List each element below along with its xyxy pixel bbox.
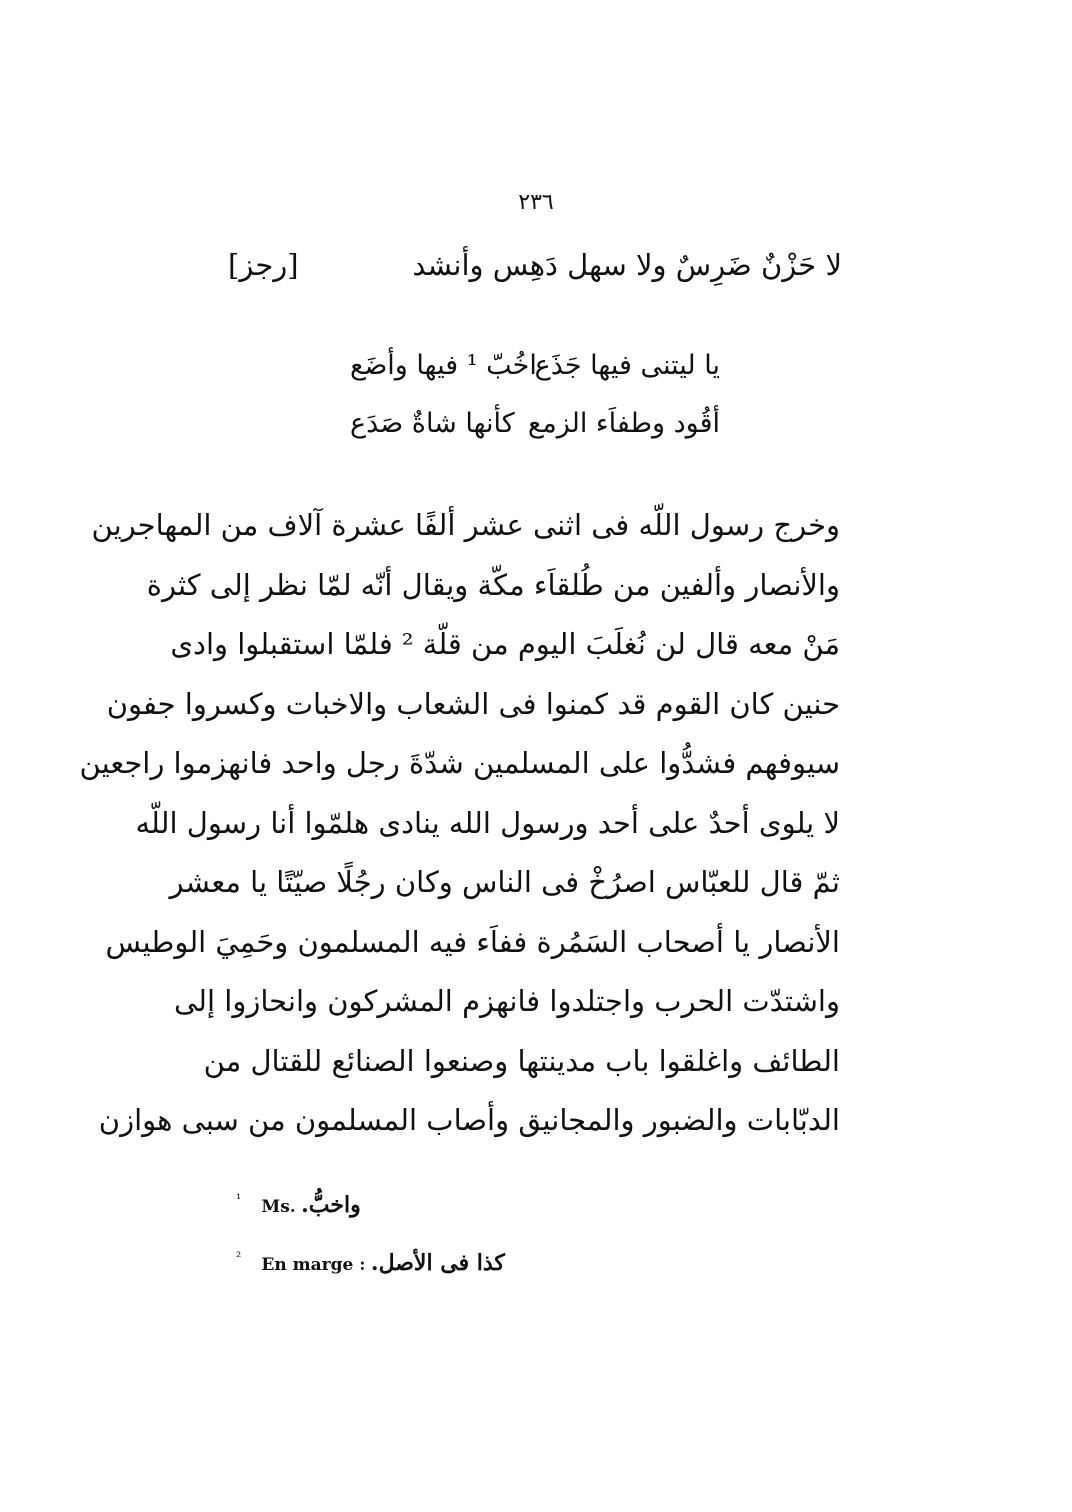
prose-line: الدبّابات والضبور والمجانيق وأصاب المسلمون من سبى هوازن [98,1103,840,1137]
footnotes [236,1192,636,1308]
prose-line: سيوفهم فشدُّوا على المسلمين شدّةَ رجل واحد فانهزموا راجعين [79,746,840,780]
prose-line: الأنصار يا أصحاب السَمُرة ففاَء فيه المسلمون وحَمِيَ الوطيس [105,924,840,959]
prose-line: ثمّ قال للعبّاس اصرُخْ فى الناس وكان رجُلًا صيّتًا يا معشر [169,865,840,899]
prose-line: واشتدّت الحرب واجتلدوا فانهزم المشركون وانحازوا إلى [173,984,840,1018]
footnote-marker: ² [236,1250,242,1265]
footnote-label: En marge : [261,1255,366,1275]
meter-tag: [رجز] [228,248,299,282]
footnote-arabic: واخبُّ. [301,1192,361,1218]
prose-line: الطائف واغلقوا باب مدينتها وصنعوا الصنائع للقتال من [203,1043,840,1078]
footnote-marker: ¹ [236,1192,242,1207]
footnote-arabic: كذا فى الأصل. [370,1250,505,1276]
prose-body [79,500,840,1155]
heading-line [228,248,842,292]
verse-hemistich-second: اخُبّ ¹ فيها وأضَع [350,350,537,381]
prose-line: حنين كان القوم قد كمنوا فى الشعاب والاخبات وكسروا جفون [106,686,840,721]
poem-verse [330,350,720,392]
footnote [236,1192,636,1250]
prose-line: مَنْ معه قال لن نُغلَبَ اليوم من قلّة ² فلمّا استقبلوا وادى [170,627,840,661]
footnote [236,1250,636,1308]
prose-line: والأنصار وألفين من طُلقاَء مكّة ويقال أنّه لمّا نظر إلى كثرة [146,567,840,602]
verse-hemistich-first: يا ليتنى فيها جَذَع [534,350,720,381]
prose-line: وخرج رسول اللّه فى اثنى عشر ألفًا عشرة آلاف من المهاجرين [91,508,840,542]
verse-hemistich-second: كأنها شاةٌ صَدَع [350,408,515,439]
heading-text: لا حَزْنٌ ضَرِسٌ ولا سهل دَهِس وأنشد [412,248,842,282]
prose-line: لا يلوى أحدٌ على أحد ورسول الله ينادى هلمّوا أنا رسول اللّه [135,805,840,840]
poem-verse [330,408,720,450]
page-number: ٢٣٦ [518,190,554,215]
verse-hemistich-first: أقُود وطفاَء الزمع [527,408,720,439]
footnote-label: Ms. [261,1197,296,1217]
